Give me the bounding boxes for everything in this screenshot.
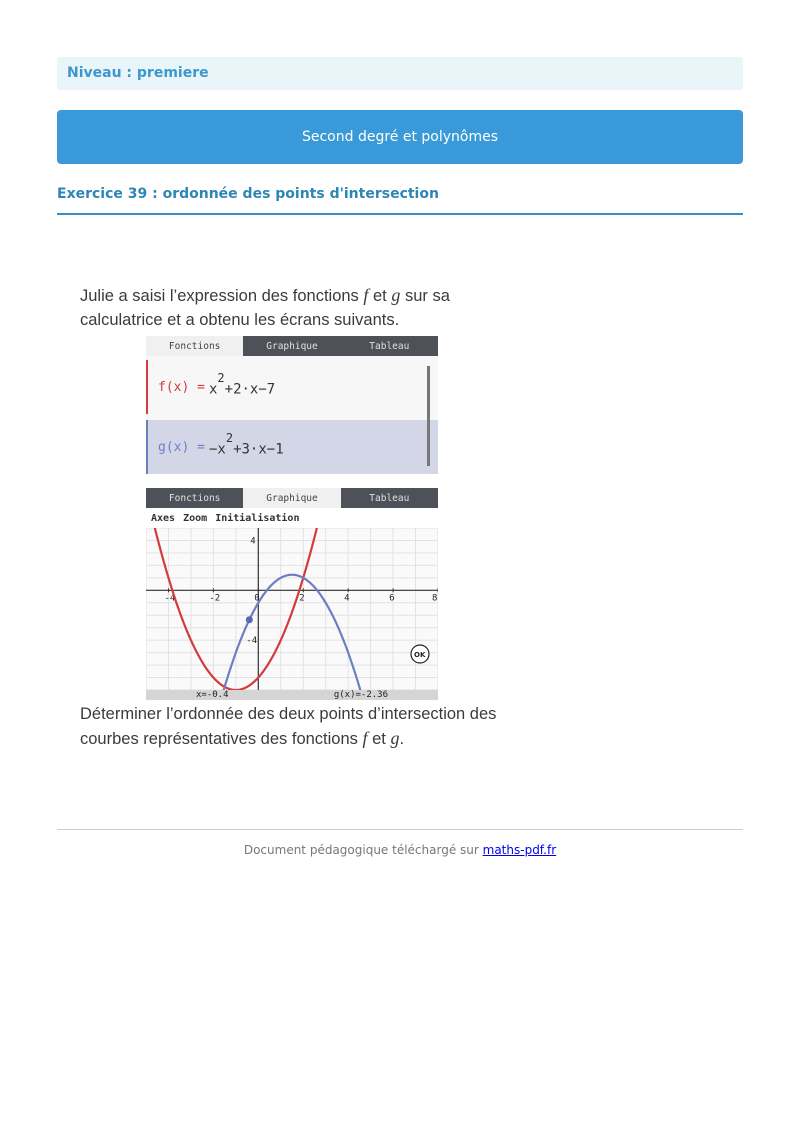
cursor-point: [246, 616, 253, 623]
footer-divider: [57, 829, 743, 830]
graph-area[interactable]: [146, 528, 438, 690]
expr-part: +2·x−7: [224, 381, 276, 398]
calculator-tabs: [146, 336, 438, 356]
function-row-f[interactable]: [146, 360, 426, 414]
statement-text: Julie a saisi l’expression des fonctions: [80, 287, 364, 305]
status-x: x=-0.4: [196, 690, 229, 700]
calculator-graph-screen: [146, 488, 438, 700]
chapter-banner: Second degré et polynômes: [57, 110, 743, 164]
ok-label: OK: [414, 651, 426, 659]
footer: [57, 843, 743, 857]
x-tick-label: 4: [344, 593, 350, 604]
statement-text: sur sa calculatrice et a obtenu les écrans suivants.: [80, 287, 450, 329]
x-tick-label: -2: [209, 593, 221, 604]
function-expression: [208, 370, 276, 398]
statement-text: et: [368, 287, 392, 305]
status-bar: [146, 690, 438, 700]
function-name: g(x) =: [158, 439, 205, 455]
math-g: g: [390, 728, 400, 748]
function-graph: [146, 528, 438, 690]
expr-part: −x: [208, 441, 226, 458]
status-g: g(x)=-2.36: [333, 690, 388, 700]
footer-link[interactable]: maths-pdf.fr: [482, 843, 557, 857]
math-f: f: [362, 728, 368, 748]
menu-initialisation[interactable]: Initialisation: [215, 512, 300, 524]
menu-axes[interactable]: Axes: [151, 512, 176, 524]
statement-text: et: [367, 730, 391, 748]
math-f: f: [363, 285, 369, 305]
exercise-statement: [80, 283, 500, 332]
expr-part: x: [208, 381, 218, 398]
calculator-functions-screen: [146, 336, 438, 474]
x-tick-label: 2: [299, 593, 305, 604]
statement-paragraph-2: [80, 702, 500, 751]
tab-tableau[interactable]: Tableau: [341, 336, 438, 356]
y-tick-label: -4: [246, 636, 258, 647]
graph-menu: [146, 508, 438, 528]
expr-part: +3·x−1: [233, 441, 284, 458]
level-badge: Niveau : premiere: [57, 57, 743, 90]
function-row-g[interactable]: [146, 420, 438, 474]
calculator-tabs: [146, 488, 438, 508]
x-tick-label: 6: [389, 593, 395, 604]
exponent: 2: [225, 430, 234, 445]
math-g: g: [391, 285, 401, 305]
x-tick-label: -4: [164, 593, 176, 604]
statement-paragraph-1: [80, 283, 500, 332]
x-tick-label: 0: [254, 593, 260, 604]
y-tick-label: 4: [250, 536, 256, 547]
tab-graphique[interactable]: Graphique: [243, 488, 340, 508]
tab-fonctions[interactable]: Fonctions: [146, 488, 243, 508]
exercise-title: Exercice 39 : ordonnée des points d'intersection: [57, 186, 743, 215]
footer-text: Document pédagogique téléchargé sur: [243, 843, 483, 857]
exponent: 2: [217, 370, 225, 385]
function-list: [146, 356, 438, 474]
statement-text: .: [399, 730, 405, 748]
x-tick-label: 8: [432, 593, 438, 604]
tab-fonctions[interactable]: Fonctions: [146, 336, 243, 356]
scrollbar[interactable]: [427, 366, 430, 466]
statement-text: Déterminer l’ordonnée des deux points d’intersection des courbes représentatives des fonctions: [80, 705, 497, 748]
menu-zoom[interactable]: Zoom: [183, 512, 208, 524]
function-expression: [208, 430, 284, 458]
curve-g: [220, 575, 364, 690]
function-name: f(x) =: [158, 379, 205, 395]
tab-graphique[interactable]: Graphique: [243, 336, 340, 356]
exercise-question: [80, 702, 500, 751]
tab-tableau[interactable]: Tableau: [341, 488, 438, 508]
